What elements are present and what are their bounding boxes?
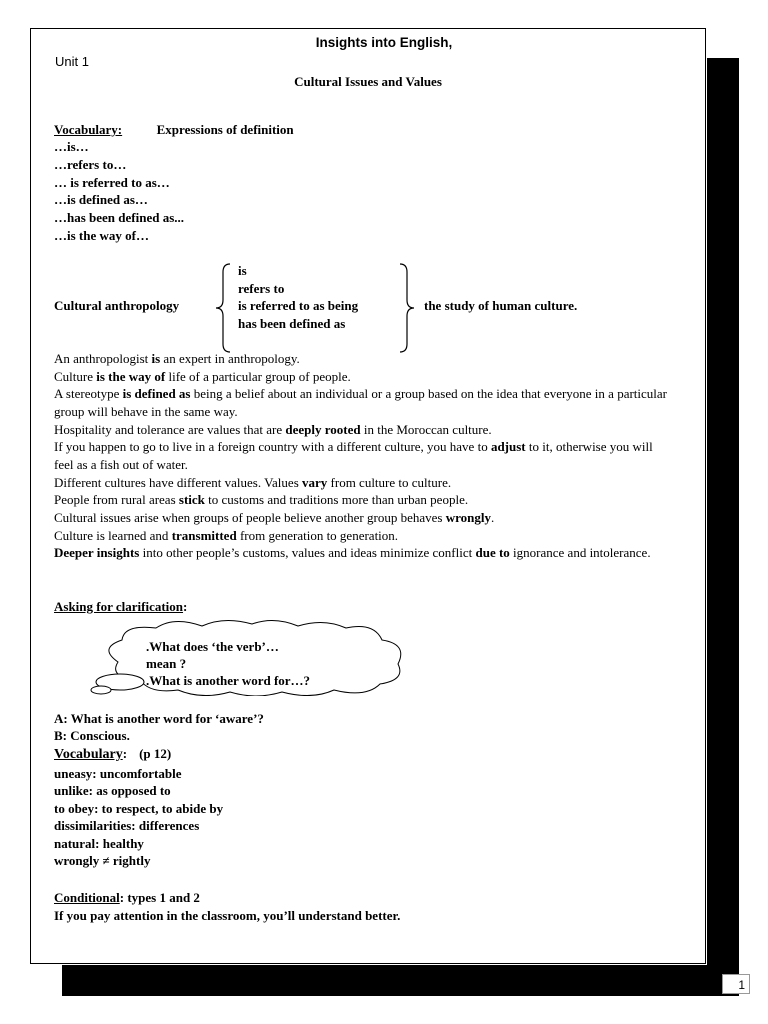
page-number: 1 (722, 974, 750, 994)
left-brace-icon (214, 262, 236, 354)
definition-expression: …is… (54, 139, 89, 154)
bubble-line: .What does ‘the verb’… (146, 639, 279, 654)
vocabulary-label: Vocabulary: (54, 122, 123, 137)
example-sentence: Culture is learned and transmitted from generation to generation. (54, 528, 399, 543)
example-sentence: Different cultures have different values. Values vary from culture to culture. (54, 475, 452, 490)
unit-label: Unit 1 (55, 54, 89, 69)
definition-expression: …is the way of… (54, 228, 149, 243)
definition-expression: … is referred to as… (54, 175, 170, 190)
definition-expression: …has been defined as... (54, 210, 185, 225)
example-sentence: An anthropologist is an expert in anthropology. (54, 351, 300, 366)
vocabulary-item: wrongly ≠ rightly (54, 853, 151, 868)
brace-object: the study of human culture. (424, 298, 578, 313)
conditional-example: If you pay attention in the classroom, you’ll understand better. (54, 908, 401, 923)
page-shadow-right (707, 58, 739, 996)
conditional-heading: Conditional: types 1 and 2 (54, 890, 200, 905)
definition-expression: …is defined as… (54, 192, 148, 207)
example-sentence: If you happen to go to live in a foreign country with a different culture, you have to adjust to it, otherwise you will feel as a fish out of water. (54, 439, 653, 472)
example-sentence: Culture is the way of life of a particular group of people. (54, 369, 351, 384)
dialogue-line: A: What is another word for ‘aware’? (54, 711, 264, 726)
vocabulary-p12-heading: Vocabulary: (p 12) (54, 746, 172, 762)
bubble-line: mean ? (146, 656, 187, 671)
example-sentence: Deeper insights into other people’s customs, values and ideas minimize conflict due to ignorance and intolerance. (54, 545, 651, 560)
definition-expression: …refers to… (54, 157, 127, 172)
page-shadow-bottom (62, 965, 739, 996)
vocabulary-item: to obey: to respect, to abide by (54, 801, 224, 816)
document-title: Insights into English, (315, 35, 453, 50)
example-sentence: Hospitality and tolerance are values that are deeply rooted in the Moroccan culture. (54, 422, 492, 437)
example-sentence: A stereotype is defined as being a belief about an individual or a group based on the idea that everyone in a particular group will behave in the same way. (54, 386, 667, 419)
vocabulary-heading-text: Expressions of definition (156, 122, 294, 137)
clarification-heading: Asking for clarification: (54, 599, 188, 614)
vocabulary-item: unlike: as opposed to (54, 783, 171, 798)
vocabulary-item: uneasy: uncomfortable (54, 766, 182, 781)
vocabulary-heading (54, 121, 294, 139)
brace-option: is referred to as being (238, 298, 359, 313)
vocabulary-item: dissimilarities: differences (54, 818, 200, 833)
document-subtitle: Cultural Issues and Values (294, 74, 442, 89)
bubble-line: .What is another word for…? (146, 673, 311, 688)
dialogue-line: B: Conscious. (54, 728, 130, 743)
right-brace-icon (394, 262, 416, 354)
brace-option: has been defined as (238, 316, 346, 331)
brace-option: is (238, 263, 247, 278)
example-sentence: People from rural areas stick to customs and traditions more than urban people. (54, 492, 469, 507)
vocabulary-item: natural: healthy (54, 836, 144, 851)
brace-subject: Cultural anthropology (54, 298, 180, 313)
example-sentence: Cultural issues arise when groups of people believe another group behaves wrongly. (54, 510, 495, 525)
brace-option: refers to (238, 281, 285, 296)
